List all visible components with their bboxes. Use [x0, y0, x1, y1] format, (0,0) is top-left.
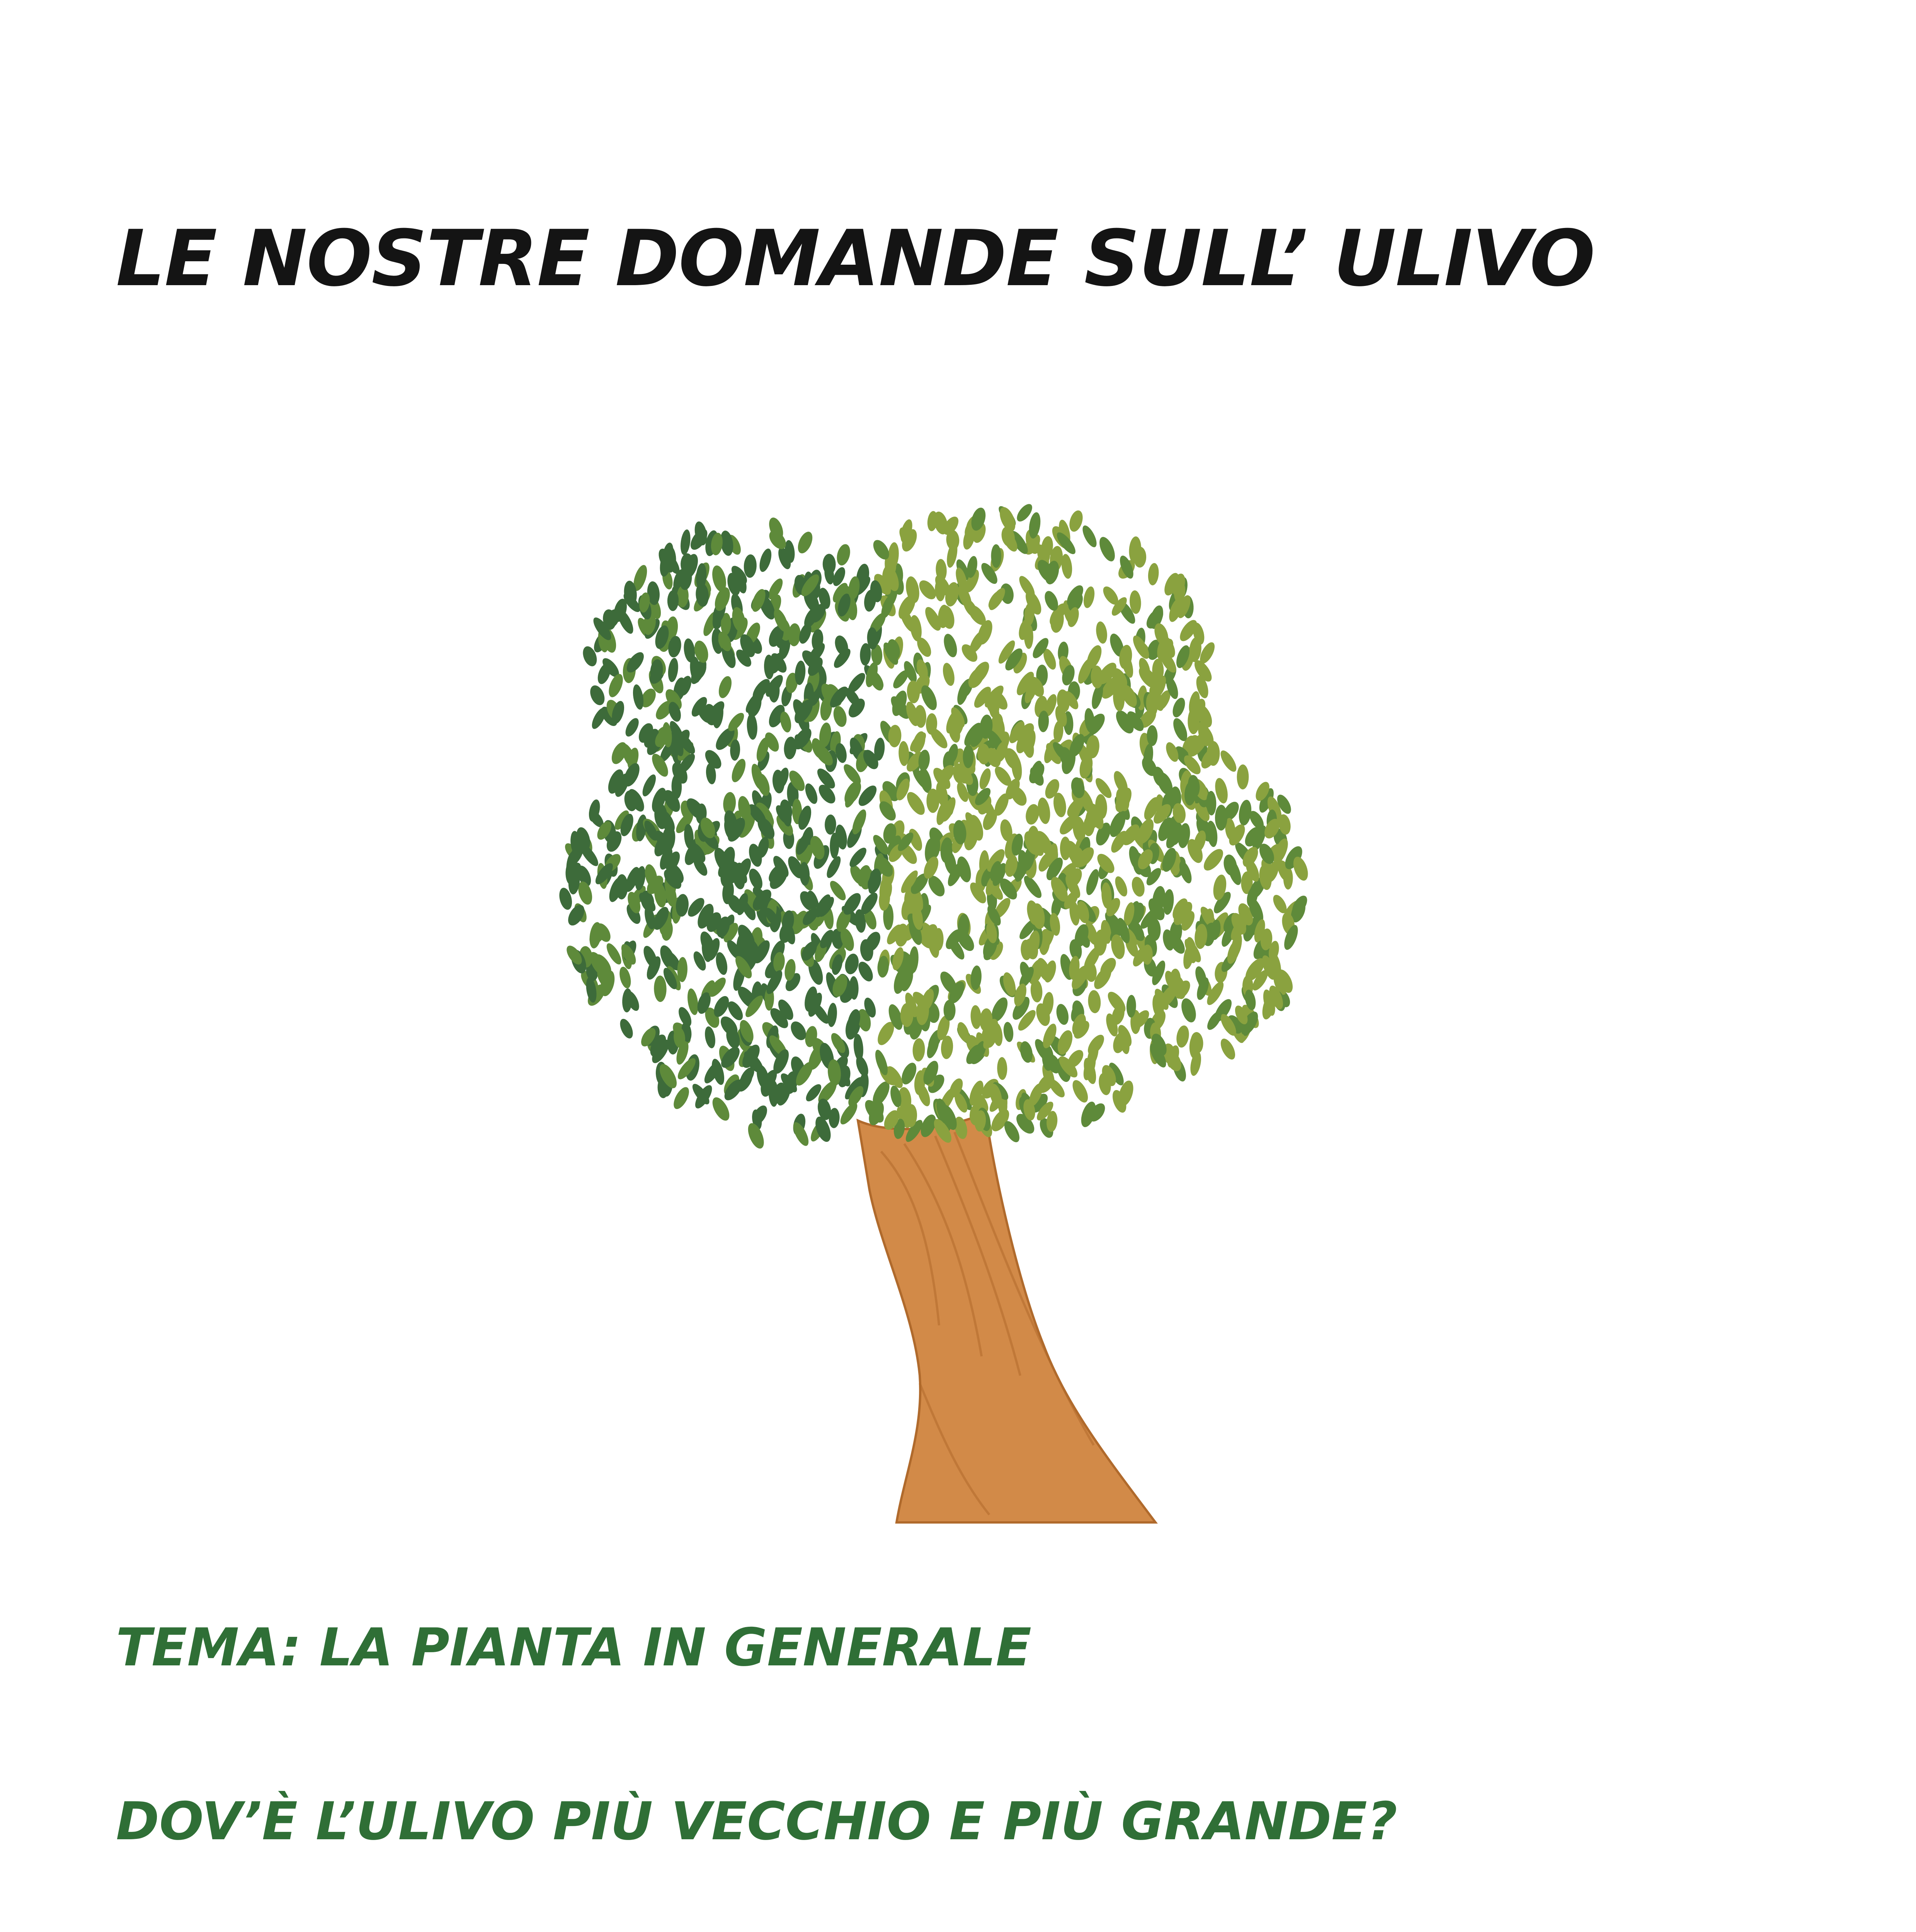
leaf: [853, 1034, 864, 1061]
leaf: [746, 713, 758, 740]
tree-trunk: [858, 1113, 1155, 1522]
leaf: [1096, 535, 1118, 564]
leaf: [941, 632, 960, 659]
leaf: [835, 543, 853, 567]
leaf: [941, 662, 956, 687]
leaf: [667, 657, 680, 683]
leaf: [1095, 621, 1109, 645]
leaf: [827, 1002, 838, 1027]
leaf: [679, 529, 692, 556]
leaf: [618, 966, 633, 990]
leaf: [1055, 1003, 1070, 1026]
leaf: [900, 1003, 914, 1027]
leaf: [977, 767, 993, 791]
leaf: [1283, 867, 1293, 889]
leaf: [716, 675, 734, 700]
leaf: [803, 782, 820, 806]
leaf: [825, 815, 837, 835]
leaf: [1113, 875, 1130, 898]
leaf: [843, 952, 861, 975]
leaf: [1147, 563, 1160, 586]
leaf: [904, 789, 928, 818]
leaf: [795, 530, 815, 556]
leaf: [1082, 585, 1096, 609]
leaf: [1130, 876, 1147, 898]
leaf: [1237, 764, 1249, 789]
tree-foliage: [557, 502, 1311, 1151]
theme-heading: TEMA: LA PIANTA IN GENERALE: [116, 1617, 1031, 1678]
page-title: LE NOSTRE DOMANDE SULL’ ULIVO: [116, 214, 1595, 304]
leaf: [1080, 524, 1099, 549]
leaf: [670, 1085, 692, 1111]
question-heading: DOV’È L’ULIVO PIÙ VECCHIO E PIÙ GRANDE?: [116, 1791, 1397, 1852]
leaf: [1175, 1024, 1190, 1048]
leaf: [1170, 696, 1187, 719]
leaf: [912, 1038, 925, 1061]
leaf: [1218, 1036, 1238, 1062]
leaf: [729, 757, 748, 784]
leaf: [686, 988, 700, 1016]
leaf: [745, 1121, 767, 1151]
leaf: [1179, 997, 1198, 1024]
leaf: [1218, 748, 1239, 774]
leaf: [997, 1057, 1007, 1080]
leaf: [703, 1026, 717, 1049]
leaf: [744, 554, 757, 578]
leaf: [831, 704, 849, 728]
leaf: [623, 716, 642, 739]
leaf: [1002, 1021, 1014, 1043]
olive-tree-illustration: [533, 456, 1364, 1546]
leaf: [618, 1017, 636, 1040]
leaf: [587, 683, 607, 707]
leaf: [654, 975, 667, 1002]
leaf: [1069, 1078, 1091, 1105]
leaf: [757, 547, 774, 573]
leaf: [1067, 509, 1085, 533]
leaf: [1200, 846, 1227, 874]
leaf: [1087, 990, 1102, 1014]
